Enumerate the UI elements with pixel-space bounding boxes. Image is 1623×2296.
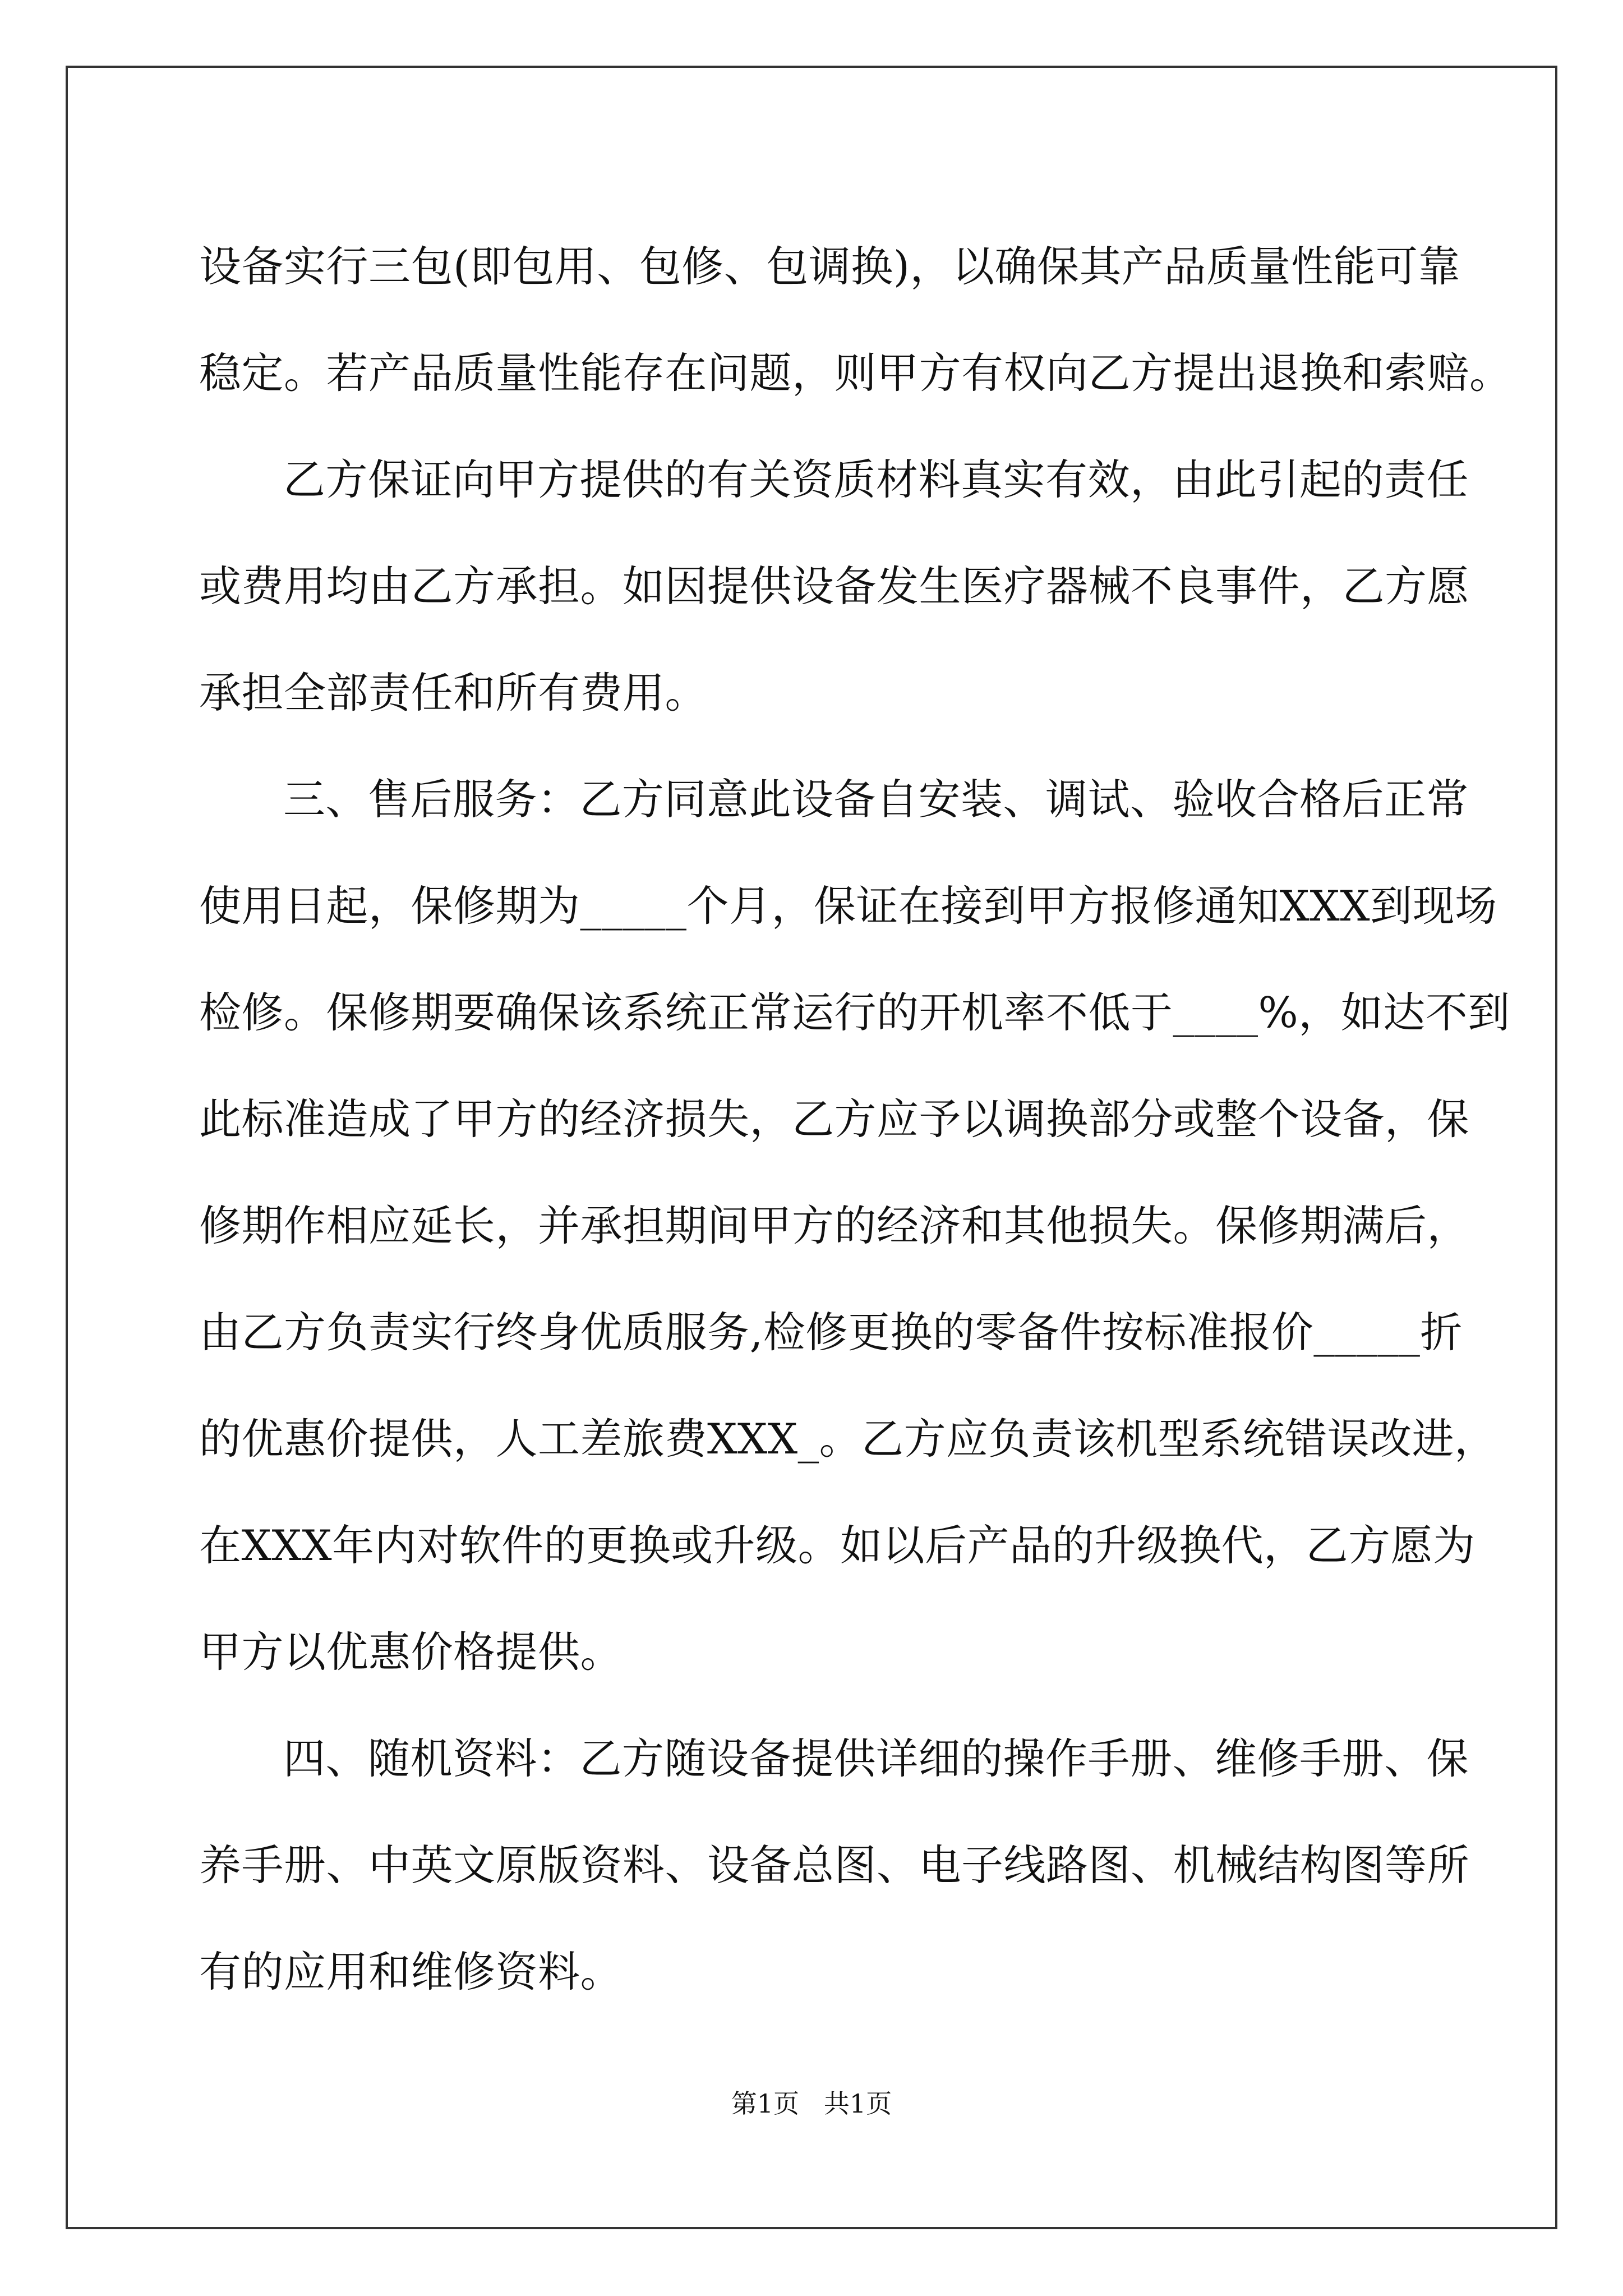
paragraph-start-line: 三、售后服务：乙方同意此设备自安装、调试、验收合格后正常 — [283, 775, 1469, 824]
text-line: 设备实行三包(即包用、包修、包调换)，以确保其产品质量性能可靠 — [199, 242, 1461, 291]
text-line: 由乙方负责实行终身优质服务,检修更换的零备件按标准报价_____折 — [199, 1308, 1463, 1357]
text-line: 有的应用和维修资料。 — [199, 1947, 623, 1996]
paragraph-start-line: 乙方保证向甲方提供的有关资质材料真实有效，由此引起的责任 — [283, 455, 1469, 504]
text-line: 在XXX年内对软件的更换或升级。如以后产品的升级换代，乙方愿为 — [199, 1521, 1476, 1570]
page-number: 第1页 共1页 — [731, 2088, 892, 2119]
paragraph-start-line: 四、随机资料：乙方随设备提供详细的操作手册、维修手册、保 — [283, 1734, 1469, 1783]
text-line: 的优惠价提供，人工差旅费XXX_。乙方应负责该机型系统错误改进， — [199, 1414, 1497, 1464]
text-line: 使用日起，保修期为_____个月，保证在接到甲方报修通知XXX到现场 — [199, 881, 1497, 931]
text-line: 养手册、中英文原版资料、设备总图、电子线路图、机械结构图等所 — [199, 1841, 1470, 1890]
document-body — [199, 213, 1512, 2025]
text-line: 或费用均由乙方承担。如因提供设备发生医疗器械不良事件，乙方愿 — [199, 562, 1470, 611]
text-line: 甲方以优惠价格提供。 — [199, 1627, 623, 1677]
text-line: 稳定。若产品质量性能存在问题，则甲方有权向乙方提出退换和索赔。 — [199, 348, 1512, 398]
text-line: 承担全部责任和所有费用。 — [199, 668, 708, 717]
text-line: 修期作相应延长，并承担期间甲方的经济和其他损失。保修期满后， — [199, 1201, 1470, 1250]
text-line: 此标准造成了甲方的经济损失，乙方应予以调换部分或整个设备，保 — [199, 1094, 1470, 1144]
text-line: 检修。保修期要确保该系统正常运行的开机率不低于____%，如达不到 — [199, 988, 1510, 1037]
